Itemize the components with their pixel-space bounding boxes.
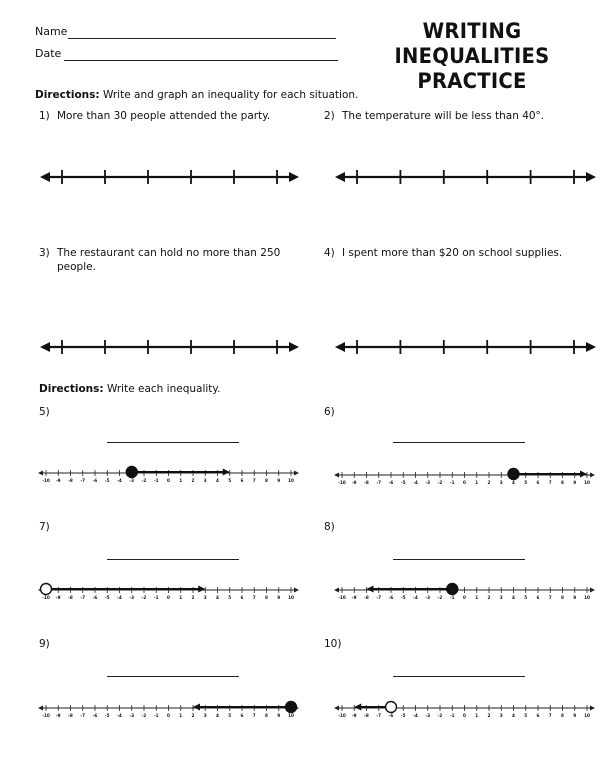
tick-label: -8 — [364, 713, 369, 718]
tick-label: -6 — [92, 478, 98, 483]
tick-label: -10 — [338, 480, 346, 485]
tick-label: -7 — [80, 595, 86, 600]
tick-label: -7 — [376, 480, 382, 485]
right-arrow-icon — [590, 588, 595, 593]
tick-label: -10 — [338, 595, 346, 600]
tick-label: -5 — [104, 478, 110, 483]
tick-label: -6 — [388, 480, 394, 485]
tick-label: -1 — [153, 478, 159, 483]
tick-label: -5 — [400, 595, 406, 600]
directions-1-bold: Directions: — [35, 89, 100, 101]
graph-6 — [334, 469, 595, 486]
tick-label: 6 — [536, 595, 540, 600]
tick-label: -5 — [104, 595, 110, 600]
open-circle — [41, 584, 52, 595]
right-arrow-icon — [294, 588, 299, 593]
tick-label: -2 — [437, 480, 443, 485]
left-arrow-icon — [335, 342, 345, 352]
number-line-3 — [40, 340, 299, 354]
tick-label: 7 — [548, 595, 552, 600]
graph-5 — [38, 467, 299, 484]
tick-label: 6 — [240, 713, 244, 718]
tick-label: 3 — [499, 595, 503, 600]
tick-label: 1 — [179, 478, 183, 483]
tick-label: 9 — [573, 713, 577, 718]
tick-label: -2 — [437, 713, 443, 718]
closed-circle — [447, 584, 458, 595]
graph-10 — [334, 702, 595, 719]
problem-8-number: 8) — [324, 521, 335, 533]
tick-label: -7 — [80, 478, 86, 483]
tick-label: 4 — [216, 478, 219, 483]
tick-label: -5 — [400, 480, 406, 485]
title-line-2: PRACTICE — [417, 69, 527, 93]
problem-4-number: 4) — [324, 247, 335, 259]
directions-1-text: Write and graph an inequality for each situation. — [99, 89, 359, 101]
problem-10-number: 10) — [324, 638, 342, 650]
tick-label: -8 — [68, 595, 73, 600]
tick-label: 9 — [573, 480, 577, 485]
graph-8 — [334, 584, 595, 601]
tick-label: 2 — [487, 713, 491, 718]
tick-label: -4 — [413, 713, 418, 718]
left-arrow-icon — [38, 471, 43, 476]
tick-label: 3 — [203, 595, 207, 600]
page-title — [352, 19, 592, 94]
tick-label: 4 — [512, 595, 515, 600]
left-arrow-icon — [334, 706, 339, 711]
tick-label: -10 — [42, 713, 50, 718]
tick-label: -1 — [153, 595, 159, 600]
tick-label: 1 — [475, 595, 479, 600]
tick-label: -5 — [400, 713, 406, 718]
right-arrow-icon — [289, 342, 299, 352]
tick-label: 1 — [179, 595, 183, 600]
tick-label: 9 — [277, 478, 281, 483]
tick-label: 1 — [475, 480, 479, 485]
right-arrow-icon — [294, 471, 299, 476]
tick-label: -1 — [449, 595, 455, 600]
tick-label: -1 — [449, 713, 455, 718]
tick-label: 5 — [524, 595, 528, 600]
tick-label: -3 — [129, 595, 135, 600]
left-arrow-icon — [38, 706, 43, 711]
ray-arrow-icon — [580, 471, 587, 478]
ray-arrow-icon — [367, 586, 374, 593]
tick-label: 5 — [228, 478, 232, 483]
tick-label: 3 — [499, 480, 503, 485]
problem-2-text: The temperature will be less than 40°. — [342, 110, 545, 122]
tick-label: 1 — [475, 713, 479, 718]
right-arrow-icon — [590, 473, 595, 478]
graph-7 — [38, 584, 299, 601]
tick-label: 2 — [191, 478, 195, 483]
problem-5-number: 5) — [39, 406, 50, 418]
tick-label: -6 — [92, 713, 98, 718]
tick-label: 10 — [288, 595, 294, 600]
tick-label: 0 — [463, 480, 466, 485]
tick-label: 10 — [584, 595, 590, 600]
tick-label: 6 — [240, 478, 244, 483]
tick-label: 7 — [252, 713, 256, 718]
tick-label: 2 — [191, 595, 195, 600]
tick-label: -3 — [425, 713, 431, 718]
right-arrow-icon — [289, 172, 299, 182]
tick-label: 10 — [288, 478, 294, 483]
tick-label: 5 — [524, 480, 528, 485]
tick-label: 2 — [487, 480, 491, 485]
title-line-1: WRITING INEQUALITIES — [394, 19, 550, 68]
tick-label: -4 — [413, 595, 418, 600]
tick-label: 8 — [265, 595, 268, 600]
problem-3-number: 3) — [39, 247, 50, 259]
problem-4-text: I spent more than $20 on school supplies. — [342, 247, 563, 259]
tick-label: 9 — [277, 713, 281, 718]
problem-9-number: 9) — [39, 638, 50, 650]
tick-label: -7 — [376, 595, 382, 600]
tick-label: -8 — [68, 713, 73, 718]
tick-label: -2 — [141, 713, 147, 718]
tick-label: 8 — [561, 480, 564, 485]
tick-label: 7 — [548, 713, 552, 718]
tick-label: -7 — [376, 713, 382, 718]
tick-label: 7 — [252, 478, 256, 483]
tick-label: -9 — [55, 713, 61, 718]
directions-2-text: Write each inequality. — [103, 383, 221, 395]
tick-label: 7 — [252, 595, 256, 600]
tick-label: 0 — [167, 478, 170, 483]
directions-2-bold: Directions: — [39, 383, 104, 395]
tick-label: -2 — [141, 478, 147, 483]
answer-line-5[interactable] — [107, 442, 239, 443]
tick-label: 5 — [228, 713, 232, 718]
date-label: Date — [35, 47, 62, 60]
tick-label: 3 — [499, 713, 503, 718]
tick-label: 8 — [561, 595, 564, 600]
tick-label: -4 — [413, 480, 418, 485]
problem-7-number: 7) — [39, 521, 50, 533]
left-arrow-icon — [38, 588, 43, 593]
tick-label: 5 — [228, 595, 232, 600]
tick-label: -1 — [449, 480, 455, 485]
name-label: Name — [35, 25, 68, 38]
problem-6-number: 6) — [324, 406, 335, 418]
closed-circle — [508, 469, 519, 480]
left-arrow-icon — [40, 172, 50, 182]
tick-label: 4 — [216, 595, 219, 600]
number-line-1 — [40, 170, 299, 184]
tick-label: 7 — [548, 480, 552, 485]
tick-label: -9 — [351, 713, 357, 718]
problem-3-text: The restaurant can hold no more than 250 — [57, 247, 281, 259]
left-arrow-icon — [334, 588, 339, 593]
tick-label: -3 — [129, 478, 135, 483]
answer-line-6[interactable] — [393, 442, 525, 443]
tick-label: 1 — [179, 713, 183, 718]
tick-label: 0 — [167, 713, 170, 718]
tick-label: 4 — [512, 713, 515, 718]
answer-line-10[interactable] — [393, 676, 525, 677]
tick-label: -3 — [425, 595, 431, 600]
answer-line-9[interactable] — [107, 676, 239, 677]
problem-2-number: 2) — [324, 110, 335, 122]
directions-2 — [39, 383, 220, 395]
tick-label: 0 — [463, 713, 466, 718]
answer-line-7[interactable] — [107, 559, 239, 560]
left-arrow-icon — [334, 473, 339, 478]
tick-label: -8 — [364, 595, 369, 600]
tick-label: 6 — [536, 480, 540, 485]
tick-label: -10 — [338, 713, 346, 718]
tick-label: -4 — [117, 478, 122, 483]
ray-arrow-icon — [198, 586, 205, 593]
tick-label: 0 — [167, 595, 170, 600]
tick-label: 0 — [463, 595, 466, 600]
left-arrow-icon — [40, 342, 50, 352]
tick-label: -6 — [388, 595, 394, 600]
answer-line-8[interactable] — [393, 559, 525, 560]
tick-label: -4 — [117, 595, 122, 600]
tick-label: 3 — [203, 478, 207, 483]
tick-label: 10 — [288, 713, 294, 718]
tick-label: 2 — [487, 595, 491, 600]
tick-label: -1 — [153, 713, 159, 718]
problem-3-text-line2: people. — [57, 261, 96, 273]
tick-label: -9 — [55, 595, 61, 600]
tick-label: 2 — [191, 713, 195, 718]
tick-label: -5 — [104, 713, 110, 718]
tick-label: 8 — [561, 713, 564, 718]
date-field[interactable] — [64, 60, 338, 61]
tick-label: 10 — [584, 713, 590, 718]
ray-arrow-icon — [223, 469, 230, 476]
tick-label: -6 — [92, 595, 98, 600]
number-line-4 — [335, 340, 596, 354]
tick-label: -3 — [129, 713, 135, 718]
open-circle — [386, 702, 397, 713]
right-arrow-icon — [586, 342, 596, 352]
tick-label: 10 — [584, 480, 590, 485]
tick-label: 8 — [265, 713, 268, 718]
tick-label: 9 — [573, 595, 577, 600]
tick-label: -10 — [42, 478, 50, 483]
tick-label: 3 — [203, 713, 207, 718]
right-arrow-icon — [590, 706, 595, 711]
closed-circle — [286, 702, 297, 713]
tick-label: -9 — [55, 478, 61, 483]
directions-1 — [35, 89, 358, 101]
ray-arrow-icon — [193, 704, 200, 711]
tick-label: -2 — [141, 595, 147, 600]
tick-label: 4 — [512, 480, 515, 485]
ray-arrow-icon — [354, 704, 361, 711]
tick-label: 5 — [524, 713, 528, 718]
tick-label: -8 — [364, 480, 369, 485]
tick-label: -2 — [437, 595, 443, 600]
tick-label: -7 — [80, 713, 86, 718]
tick-label: -3 — [425, 480, 431, 485]
right-arrow-icon — [294, 706, 299, 711]
tick-label: 6 — [536, 713, 540, 718]
tick-label: -10 — [42, 595, 50, 600]
left-arrow-icon — [335, 172, 345, 182]
graph-9 — [38, 702, 299, 719]
right-arrow-icon — [586, 172, 596, 182]
tick-label: 9 — [277, 595, 281, 600]
tick-label: -9 — [351, 480, 357, 485]
tick-label: 4 — [216, 713, 219, 718]
tick-label: -4 — [117, 713, 122, 718]
tick-label: -8 — [68, 478, 73, 483]
closed-circle — [126, 467, 137, 478]
tick-label: -9 — [351, 595, 357, 600]
problem-1-text: More than 30 people attended the party. — [57, 110, 271, 122]
problem-1-number: 1) — [39, 110, 50, 122]
number-line-2 — [335, 170, 596, 184]
name-field[interactable] — [68, 38, 336, 39]
tick-label: 8 — [265, 478, 268, 483]
tick-label: 6 — [240, 595, 244, 600]
tick-label: -6 — [388, 713, 394, 718]
